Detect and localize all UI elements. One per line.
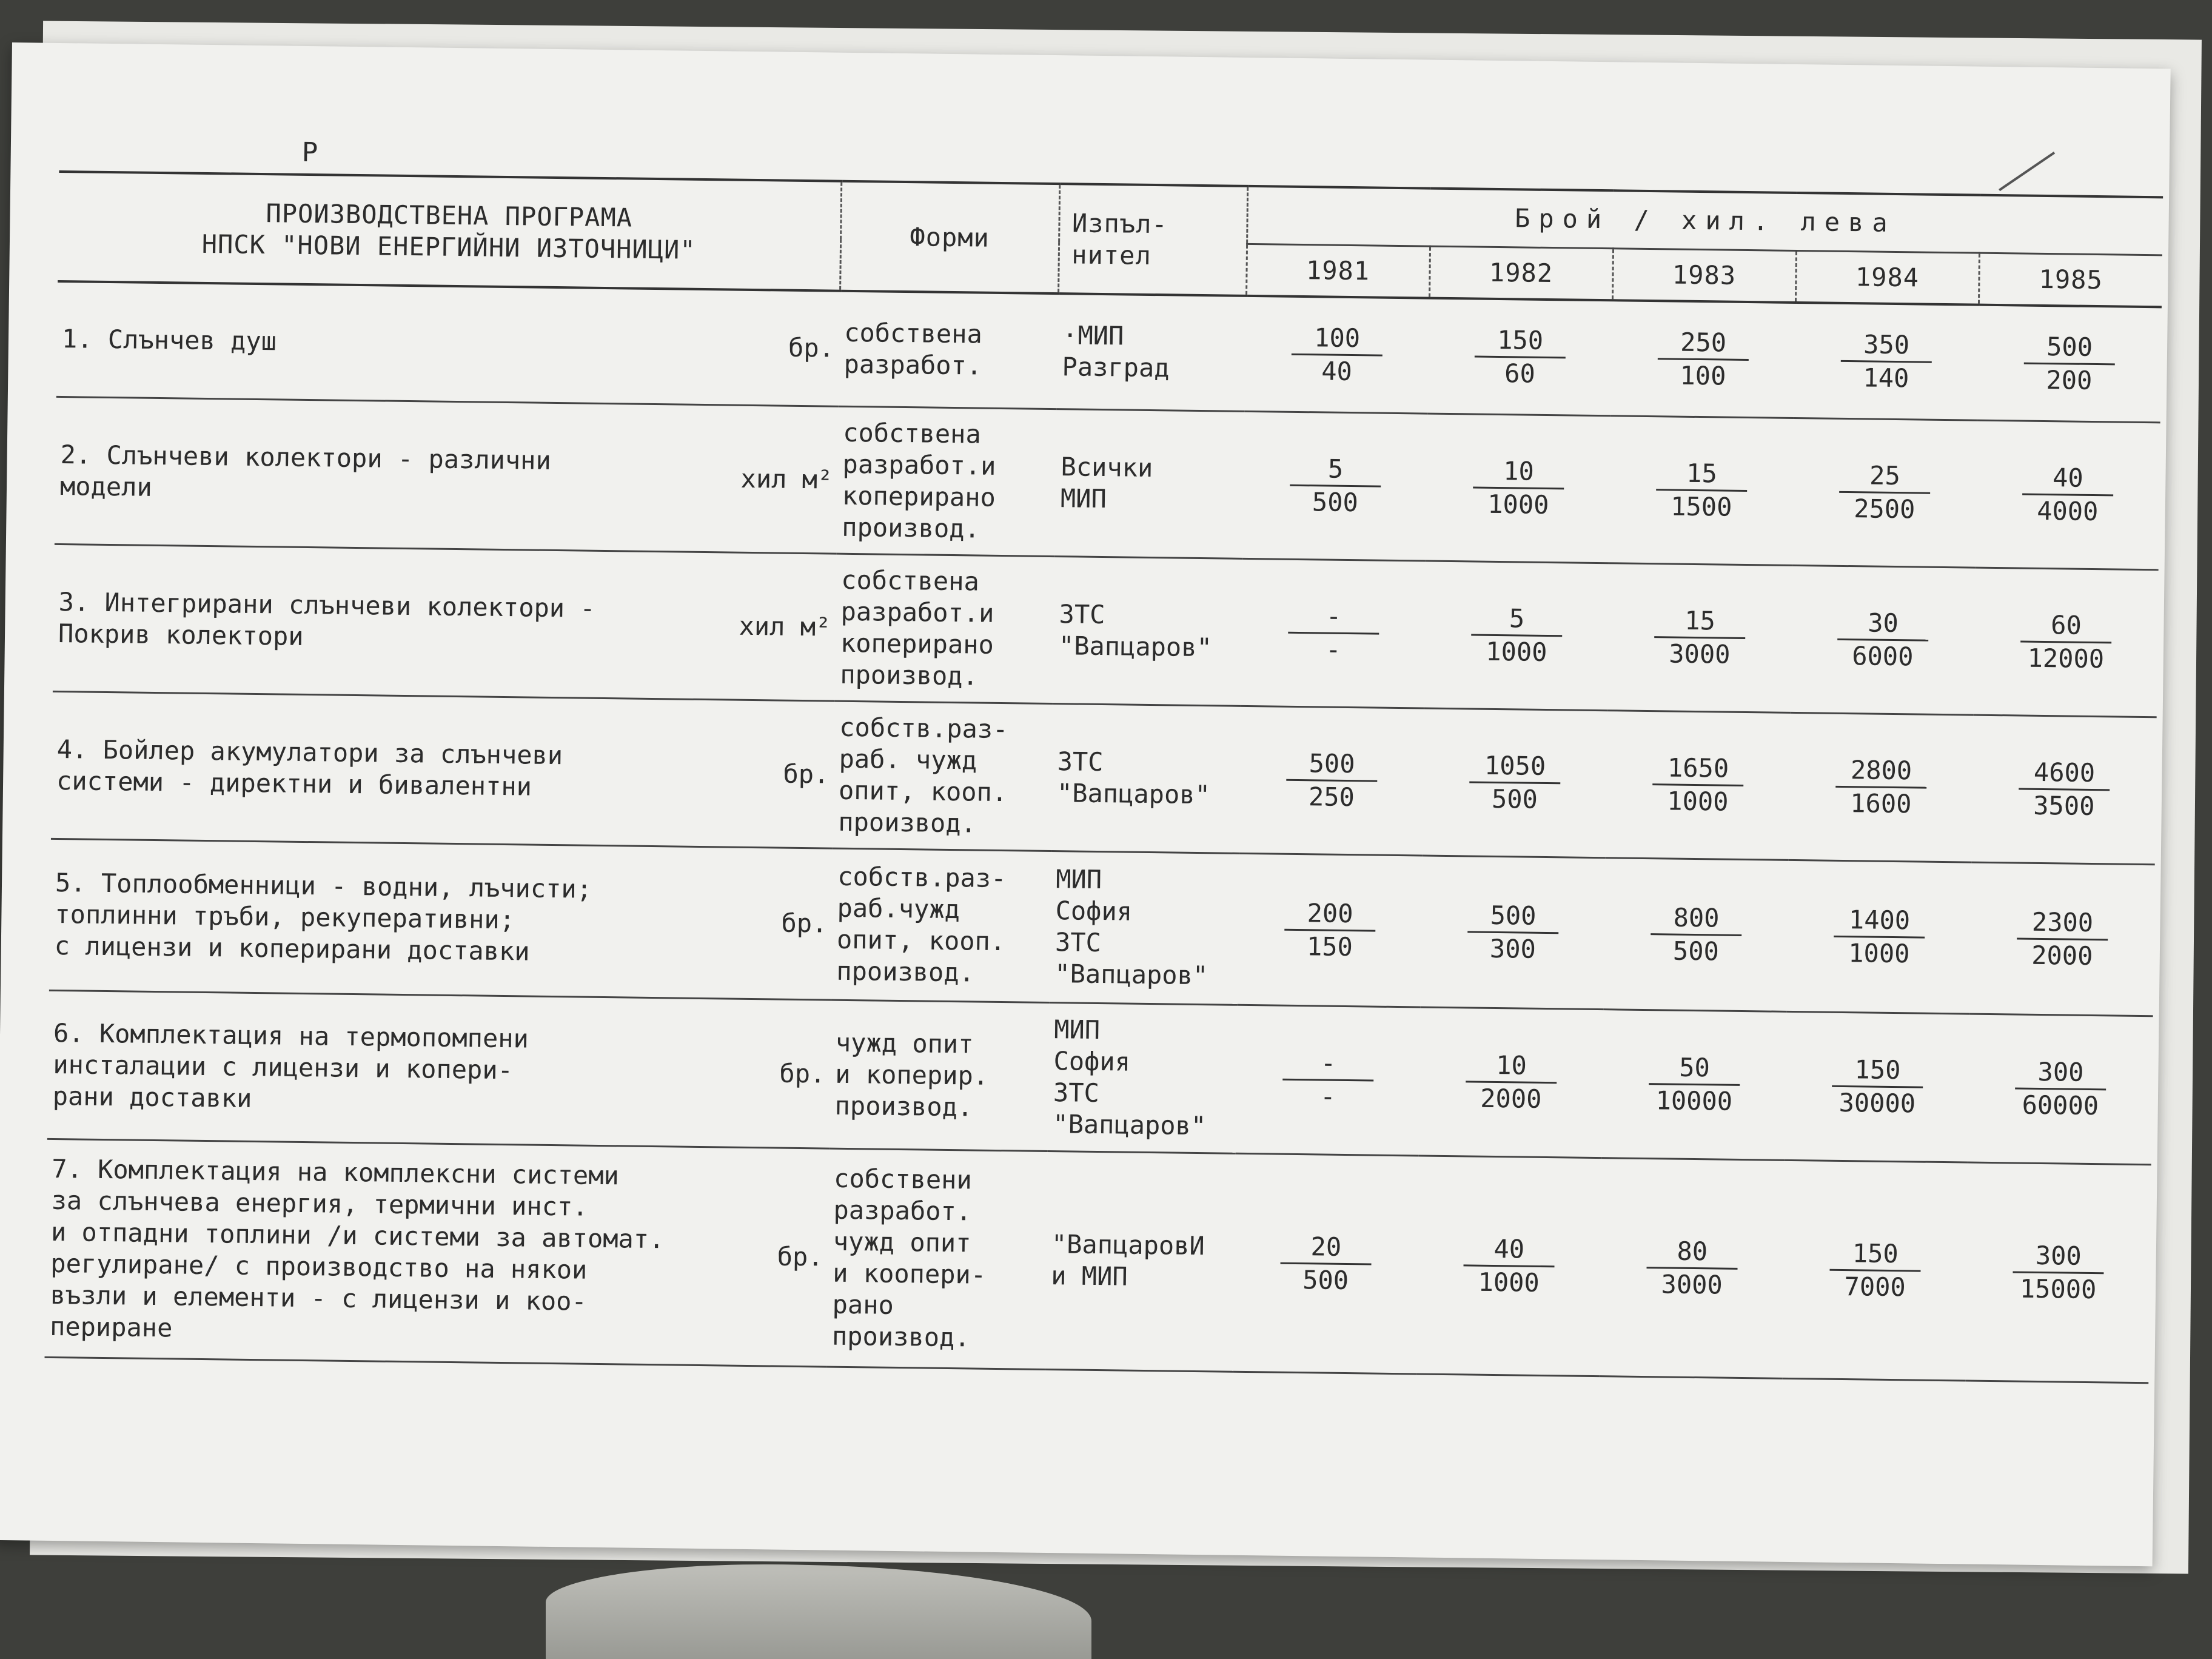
- item-executor-cell: МИП София ЗТС "Вапцаров": [1048, 1002, 1238, 1153]
- item-name: 3. Интегрирани слънчеви колектори - Покрив колектори: [58, 586, 595, 651]
- fraction-value: [1471, 602, 1563, 668]
- fraction-value: [1474, 324, 1566, 390]
- item-unit: бр.: [781, 908, 828, 939]
- thousand-leva-value: 2000: [1480, 1083, 1542, 1114]
- thousand-leva-value: 100: [1680, 360, 1726, 391]
- thousand-leva-value: 300: [1489, 933, 1537, 964]
- corner-fold-mark: [1999, 152, 2055, 191]
- year-value-cell: [1599, 1158, 1785, 1378]
- fraction-value: [1469, 749, 1561, 816]
- thousand-leva-value: 10000: [1655, 1085, 1733, 1116]
- fraction-value: [2020, 609, 2112, 675]
- year-value-cell: [1789, 712, 1974, 862]
- count-value: 10: [1466, 1049, 1557, 1084]
- fraction-value: [1284, 897, 1376, 963]
- count-value: 50: [1649, 1051, 1740, 1086]
- year-value-cell: [1239, 706, 1424, 856]
- item-name-box: [60, 439, 833, 512]
- fraction-value: [1646, 1235, 1738, 1301]
- year-value-cell: [1787, 860, 1972, 1014]
- count-value: 10: [1473, 455, 1564, 489]
- year-value-cell: [1974, 568, 2159, 717]
- item-executor-cell: ·МИП Разград: [1057, 293, 1246, 411]
- page-mark: Р: [301, 136, 318, 169]
- thousand-leva-value: 1500: [1670, 491, 1732, 522]
- fraction-value: [1657, 326, 1749, 392]
- fraction-value: [2013, 1239, 2104, 1305]
- count-value: 40: [1464, 1233, 1555, 1267]
- count-value: 30: [1837, 607, 1929, 642]
- item-forms-cell: собствена разработ.и коперирано производ.: [837, 406, 1057, 556]
- fraction-value: [2017, 906, 2108, 972]
- thousand-leva-value: 2500: [1853, 494, 1915, 525]
- item-name-cell: [51, 691, 835, 848]
- item-unit: бр.: [777, 1241, 823, 1272]
- count-value: 25: [1839, 460, 1931, 494]
- year-value-cell: [1236, 1005, 1421, 1156]
- count-value: 500: [1286, 748, 1378, 782]
- cloth-under-page: [546, 1564, 1091, 1659]
- fraction-value: [1288, 600, 1379, 666]
- item-name-cell: [47, 990, 831, 1148]
- count-value: -: [1288, 600, 1379, 635]
- count-value: 150: [1829, 1237, 1921, 1272]
- fraction-value: [1280, 1230, 1372, 1296]
- fraction-value: [1829, 1237, 1921, 1303]
- count-value: 300: [2015, 1056, 2106, 1090]
- table-row: [47, 990, 2153, 1164]
- year-value-cell: [1609, 415, 1794, 565]
- fraction-value: [1467, 899, 1559, 965]
- year-header: 1981: [1246, 244, 1430, 298]
- count-value: -: [1282, 1047, 1374, 1082]
- year-value-cell: [1416, 1155, 1601, 1376]
- item-executor-cell: "ВапцаровИ и МИП: [1045, 1151, 1235, 1372]
- item-unit: бр.: [779, 1058, 826, 1089]
- count-value: 1050: [1469, 749, 1561, 784]
- fraction-value: [1834, 903, 1925, 970]
- item-name: 5. Топлообменници - водни, лъчисти; топлинни тръби, рекуперативни; с лицензи и коперирани доставки: [54, 867, 592, 967]
- year-value-cell: [1421, 856, 1606, 1010]
- table-body: [45, 281, 2162, 1382]
- year-value-cell: [1791, 565, 1976, 715]
- count-value: 1650: [1652, 752, 1744, 786]
- item-executor-cell: ЗТС "Вапцаров": [1053, 556, 1243, 706]
- fraction-value: [1654, 605, 1746, 671]
- item-forms-cell: чужд опит и коперир. производ.: [830, 1000, 1050, 1151]
- item-unit: хил м²: [740, 463, 833, 495]
- count-value: 80: [1647, 1235, 1738, 1270]
- count-value: 4600: [2019, 757, 2110, 791]
- year-value-cell: [1782, 1160, 1968, 1381]
- thousand-leva-value: 60: [1504, 358, 1536, 389]
- year-value-cell: [1977, 305, 2162, 423]
- item-name-box: [62, 323, 835, 364]
- thousand-leva-value: 60000: [2022, 1090, 2099, 1121]
- year-header: 1985: [1979, 253, 2162, 307]
- year-value-cell: [1245, 296, 1429, 414]
- year-value-cell: [1785, 1011, 1970, 1162]
- year-value-cell: [1607, 563, 1792, 712]
- item-name-box: [58, 586, 831, 659]
- thousand-leva-value: 7000: [1844, 1271, 1906, 1302]
- item-name-cell: [53, 544, 837, 701]
- thousand-leva-value: 1000: [1487, 489, 1549, 520]
- item-executor-cell: Всички МИП: [1055, 409, 1245, 558]
- thousand-leva-value: 250: [1308, 782, 1355, 813]
- year-value-cell: [1428, 298, 1612, 416]
- fraction-value: [1290, 453, 1381, 519]
- item-name-cell: [49, 839, 833, 1000]
- item-name-cell: [45, 1139, 830, 1367]
- count-value: 300: [2013, 1239, 2104, 1274]
- document-page: [0, 42, 2171, 1566]
- fraction-value: [1282, 1047, 1374, 1113]
- fraction-value: [1840, 329, 1932, 395]
- thousand-leva-value: 1000: [1848, 937, 1910, 968]
- fraction-value: [2015, 1056, 2106, 1122]
- count-value: 100: [1292, 322, 1383, 357]
- thousand-leva-value: 1000: [1667, 786, 1729, 817]
- count-value: 20: [1281, 1230, 1372, 1265]
- item-forms-cell: собствена разработ.и коперирано производ.: [835, 554, 1055, 703]
- thousand-leva-value: 2000: [2031, 940, 2093, 971]
- year-header: 1983: [1612, 249, 1796, 303]
- year-value-cell: [1426, 414, 1611, 563]
- thousand-leva-value: -: [1325, 634, 1341, 665]
- thousand-leva-value: 15000: [2019, 1273, 2097, 1304]
- year-value-cell: [1972, 715, 2157, 865]
- count-value: 60: [2020, 609, 2112, 644]
- thousand-leva-value: 500: [1312, 487, 1359, 518]
- item-name-box: [52, 1017, 826, 1121]
- year-value-cell: [1238, 853, 1423, 1007]
- thousand-leva-value: 500: [1672, 936, 1720, 966]
- table-row: [51, 691, 2157, 864]
- fraction-value: [2022, 462, 2114, 528]
- item-name-box: [54, 867, 828, 971]
- fraction-value: [1291, 322, 1382, 388]
- year-header: 1984: [1795, 250, 1979, 304]
- year-value-cell: [1606, 710, 1791, 860]
- year-value-cell: [1976, 420, 2160, 570]
- table-title-line2: НПСК "НОВИ ЕНЕРГИЙНИ ИЗТОЧНИЦИ": [201, 229, 696, 265]
- count-value: 250: [1658, 326, 1749, 361]
- fraction-value: [1832, 1054, 1923, 1120]
- thousand-leva-value: 6000: [1851, 641, 1914, 672]
- thousand-leva-value: 500: [1491, 783, 1538, 814]
- fraction-value: [1651, 902, 1742, 968]
- table-row: [53, 544, 2159, 717]
- item-executor-cell: МИП София ЗТС "Вапцаров": [1050, 851, 1239, 1005]
- thousand-leva-value: 140: [1863, 363, 1909, 394]
- thousand-leva-value: 40: [1321, 356, 1353, 386]
- thousand-leva-value: 1000: [1486, 636, 1547, 668]
- year-value-cell: [1794, 303, 1979, 420]
- fraction-value: [1649, 1051, 1740, 1118]
- fraction-value: [2019, 757, 2110, 823]
- fraction-value: [1656, 457, 1748, 523]
- count-value: 15: [1654, 605, 1746, 639]
- count-value: 150: [1475, 324, 1566, 358]
- year-value-cell: [1965, 1162, 2151, 1383]
- thousand-leva-value: 200: [2046, 364, 2093, 395]
- item-name: 4. Бойлер акумулатори за слънчеви системи - директни и бивалентни: [56, 734, 563, 802]
- year-value-cell: [1970, 862, 2155, 1016]
- count-value: 5: [1471, 602, 1563, 637]
- item-forms-cell: собствени разработ. чужд опит и коопери- рано производ.: [826, 1148, 1047, 1369]
- forms-column-header: Форми: [840, 181, 1059, 293]
- year-value-cell: [1968, 1014, 2153, 1165]
- thousand-leva-value: 30000: [1838, 1087, 1916, 1119]
- fraction-value: [1652, 752, 1744, 818]
- fraction-value: [1839, 460, 1931, 526]
- year-value-cell: [1792, 418, 1977, 568]
- item-name: 2. Слънчеви колектори - различни модели: [59, 439, 552, 502]
- thousand-leva-value: 500: [1302, 1264, 1349, 1295]
- thousand-leva-value: 150: [1306, 931, 1353, 962]
- years-group-header: Брой / хил. лева: [1247, 186, 2163, 255]
- table-row: [55, 397, 2160, 569]
- count-value: 350: [1841, 329, 1932, 363]
- thousand-leva-value: 3500: [2033, 790, 2095, 822]
- item-forms-cell: собств.раз- раб.чужд опит, кооп. производ.: [831, 848, 1051, 1002]
- item-unit: хил м²: [739, 611, 831, 642]
- item-name-box: [56, 733, 830, 806]
- year-value-cell: [1602, 1009, 1787, 1160]
- year-value-cell: [1423, 708, 1607, 858]
- item-name: 6. Комплектация на термопомпени инсталации с лицензи и копери- рани доставки: [52, 1017, 529, 1113]
- count-value: 40: [2022, 462, 2114, 497]
- count-value: 800: [1651, 902, 1742, 936]
- year-value-cell: [1243, 411, 1428, 561]
- table-row: [49, 839, 2155, 1016]
- year-value-cell: [1419, 1007, 1604, 1158]
- item-unit: бр.: [783, 759, 830, 789]
- table-title-header: [58, 172, 841, 291]
- item-name-box: [50, 1153, 825, 1352]
- production-program-table: [45, 170, 2163, 1384]
- count-value: 500: [2024, 330, 2116, 365]
- executor-column-header: Изпъл- нител: [1058, 184, 1247, 296]
- count-value: 2300: [2017, 906, 2108, 940]
- count-value: 5: [1290, 453, 1381, 488]
- item-name: 1. Слънчев душ: [61, 324, 277, 357]
- item-name-cell: [56, 281, 840, 406]
- table-row: [45, 1139, 2151, 1382]
- count-value: 500: [1467, 899, 1559, 934]
- thousand-leva-value: -: [1319, 1081, 1336, 1111]
- thousand-leva-value: 1000: [1478, 1267, 1540, 1298]
- fraction-value: [1473, 455, 1564, 521]
- item-executor-cell: ЗТС "Вапцаров": [1051, 703, 1241, 853]
- year-value-cell: [1233, 1153, 1418, 1374]
- count-value: 15: [1656, 457, 1748, 492]
- thousand-leva-value: 3000: [1669, 638, 1731, 669]
- count-value: 2800: [1835, 754, 1927, 789]
- fraction-value: [1466, 1049, 1557, 1115]
- year-value-cell: [1241, 558, 1426, 708]
- table-title-line1: ПРОИЗВОДСТВЕНА ПРОГРАМА: [266, 198, 633, 233]
- fraction-value: [1286, 748, 1378, 814]
- year-value-cell: [1604, 857, 1789, 1011]
- fraction-value: [2023, 330, 2115, 397]
- year-header: 1982: [1429, 246, 1613, 300]
- count-value: 200: [1284, 897, 1376, 931]
- count-value: 1400: [1834, 903, 1925, 938]
- thousand-leva-value: 4000: [2036, 495, 2099, 527]
- fraction-value: [1463, 1233, 1555, 1299]
- item-forms-cell: собств.раз- раб. чужд опит, кооп. производ.: [833, 701, 1053, 851]
- item-name: 7. Комплектация на комплексни системи за слънчева енергия, термични инст. и отпадни топлини /и системи за автомат. регулиране/ с производство на някои възли и елементи - с лицензи и коо- периране: [49, 1153, 665, 1343]
- fraction-value: [1837, 607, 1929, 673]
- item-forms-cell: собствена разработ.: [839, 291, 1058, 409]
- item-unit: бр.: [788, 332, 835, 363]
- count-value: 150: [1832, 1054, 1923, 1088]
- year-value-cell: [1424, 561, 1609, 711]
- thousand-leva-value: 3000: [1661, 1269, 1723, 1300]
- year-value-cell: [1611, 300, 1795, 418]
- item-name-cell: [55, 397, 839, 554]
- fraction-value: [1835, 754, 1927, 820]
- thousand-leva-value: 12000: [2027, 643, 2105, 674]
- thousand-leva-value: 1600: [1850, 788, 1912, 819]
